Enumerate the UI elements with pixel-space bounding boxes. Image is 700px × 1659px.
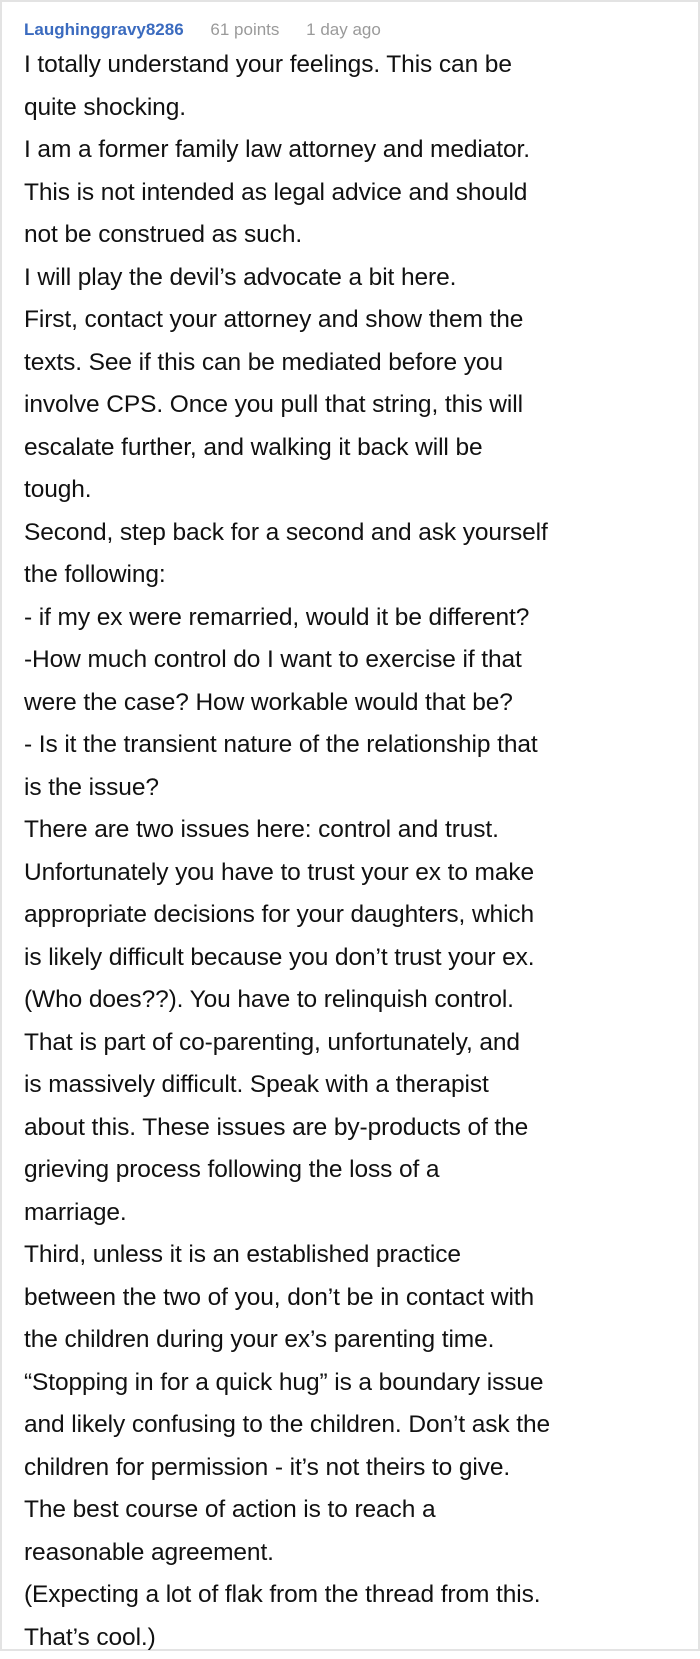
- comment-text-line: escalate further, and walking it back will be: [24, 427, 550, 470]
- comment-text-line: First, contact your attorney and show them the: [24, 299, 550, 342]
- comment-text-line: tough.: [24, 469, 550, 512]
- comment-text-line: appropriate decisions for your daughters, which: [24, 894, 550, 937]
- comment-text-line: children for permission - it’s not theirs to give.: [24, 1447, 550, 1490]
- comment-text-line: (Expecting a lot of flak from the thread from this.: [24, 1574, 550, 1617]
- comment-text-line: The best course of action is to reach a: [24, 1489, 550, 1532]
- comment-text-line: There are two issues here: control and trust.: [24, 809, 550, 852]
- comment-text-line: Second, step back for a second and ask yourself: [24, 512, 550, 555]
- comment-text-line: not be construed as such.: [24, 214, 550, 257]
- comment-text-line: - Is it the transient nature of the relationship that: [24, 724, 550, 767]
- comment-header: [24, 20, 381, 40]
- comment-text-line: texts. See if this can be mediated before you: [24, 342, 550, 385]
- comment-text-line: is massively difficult. Speak with a therapist: [24, 1064, 550, 1107]
- comment-text-line: the following:: [24, 554, 550, 597]
- comment-text-line: Third, unless it is an established practice: [24, 1234, 550, 1277]
- comment-text-line: (Who does??). You have to relinquish control.: [24, 979, 550, 1022]
- comment-text-line: This is not intended as legal advice and should: [24, 172, 550, 215]
- comment-text-line: were the case? How workable would that be?: [24, 682, 550, 725]
- comment-text-line: That is part of co-parenting, unfortunately, and: [24, 1022, 550, 1065]
- comment-text-line: That’s cool.): [24, 1617, 550, 1659]
- comment-text-line: is likely difficult because you don’t trust your ex.: [24, 937, 550, 980]
- comment-body: [24, 44, 550, 1659]
- comment-text-line: reasonable agreement.: [24, 1532, 550, 1575]
- comment-text-line: - if my ex were remarried, would it be different?: [24, 597, 550, 640]
- comment-text-line: the children during your ex’s parenting time.: [24, 1319, 550, 1362]
- comment-text-line: marriage.: [24, 1192, 550, 1235]
- timestamp: 1 day ago: [306, 20, 381, 39]
- comment-text-line: I totally understand your feelings. This can be: [24, 44, 550, 87]
- comment-text-line: Unfortunately you have to trust your ex to make: [24, 852, 550, 895]
- comment-text-line: “Stopping in for a quick hug” is a boundary issue: [24, 1362, 550, 1405]
- comment-text-line: between the two of you, don’t be in contact with: [24, 1277, 550, 1320]
- comment-text-line: about this. These issues are by-products of the: [24, 1107, 550, 1150]
- comment-text-line: I am a former family law attorney and mediator.: [24, 129, 550, 172]
- username-link[interactable]: Laughinggravy8286: [24, 20, 184, 39]
- comment-text-line: -How much control do I want to exercise if that: [24, 639, 550, 682]
- comment-text-line: and likely confusing to the children. Don’t ask the: [24, 1404, 550, 1447]
- comment-text-line: involve CPS. Once you pull that string, this will: [24, 384, 550, 427]
- comment-text-line: is the issue?: [24, 767, 550, 810]
- comment-text-line: quite shocking.: [24, 87, 550, 130]
- comment-text-line: grieving process following the loss of a: [24, 1149, 550, 1192]
- points-count: 61 points: [210, 20, 279, 39]
- comment-text-line: I will play the devil’s advocate a bit here.: [24, 257, 550, 300]
